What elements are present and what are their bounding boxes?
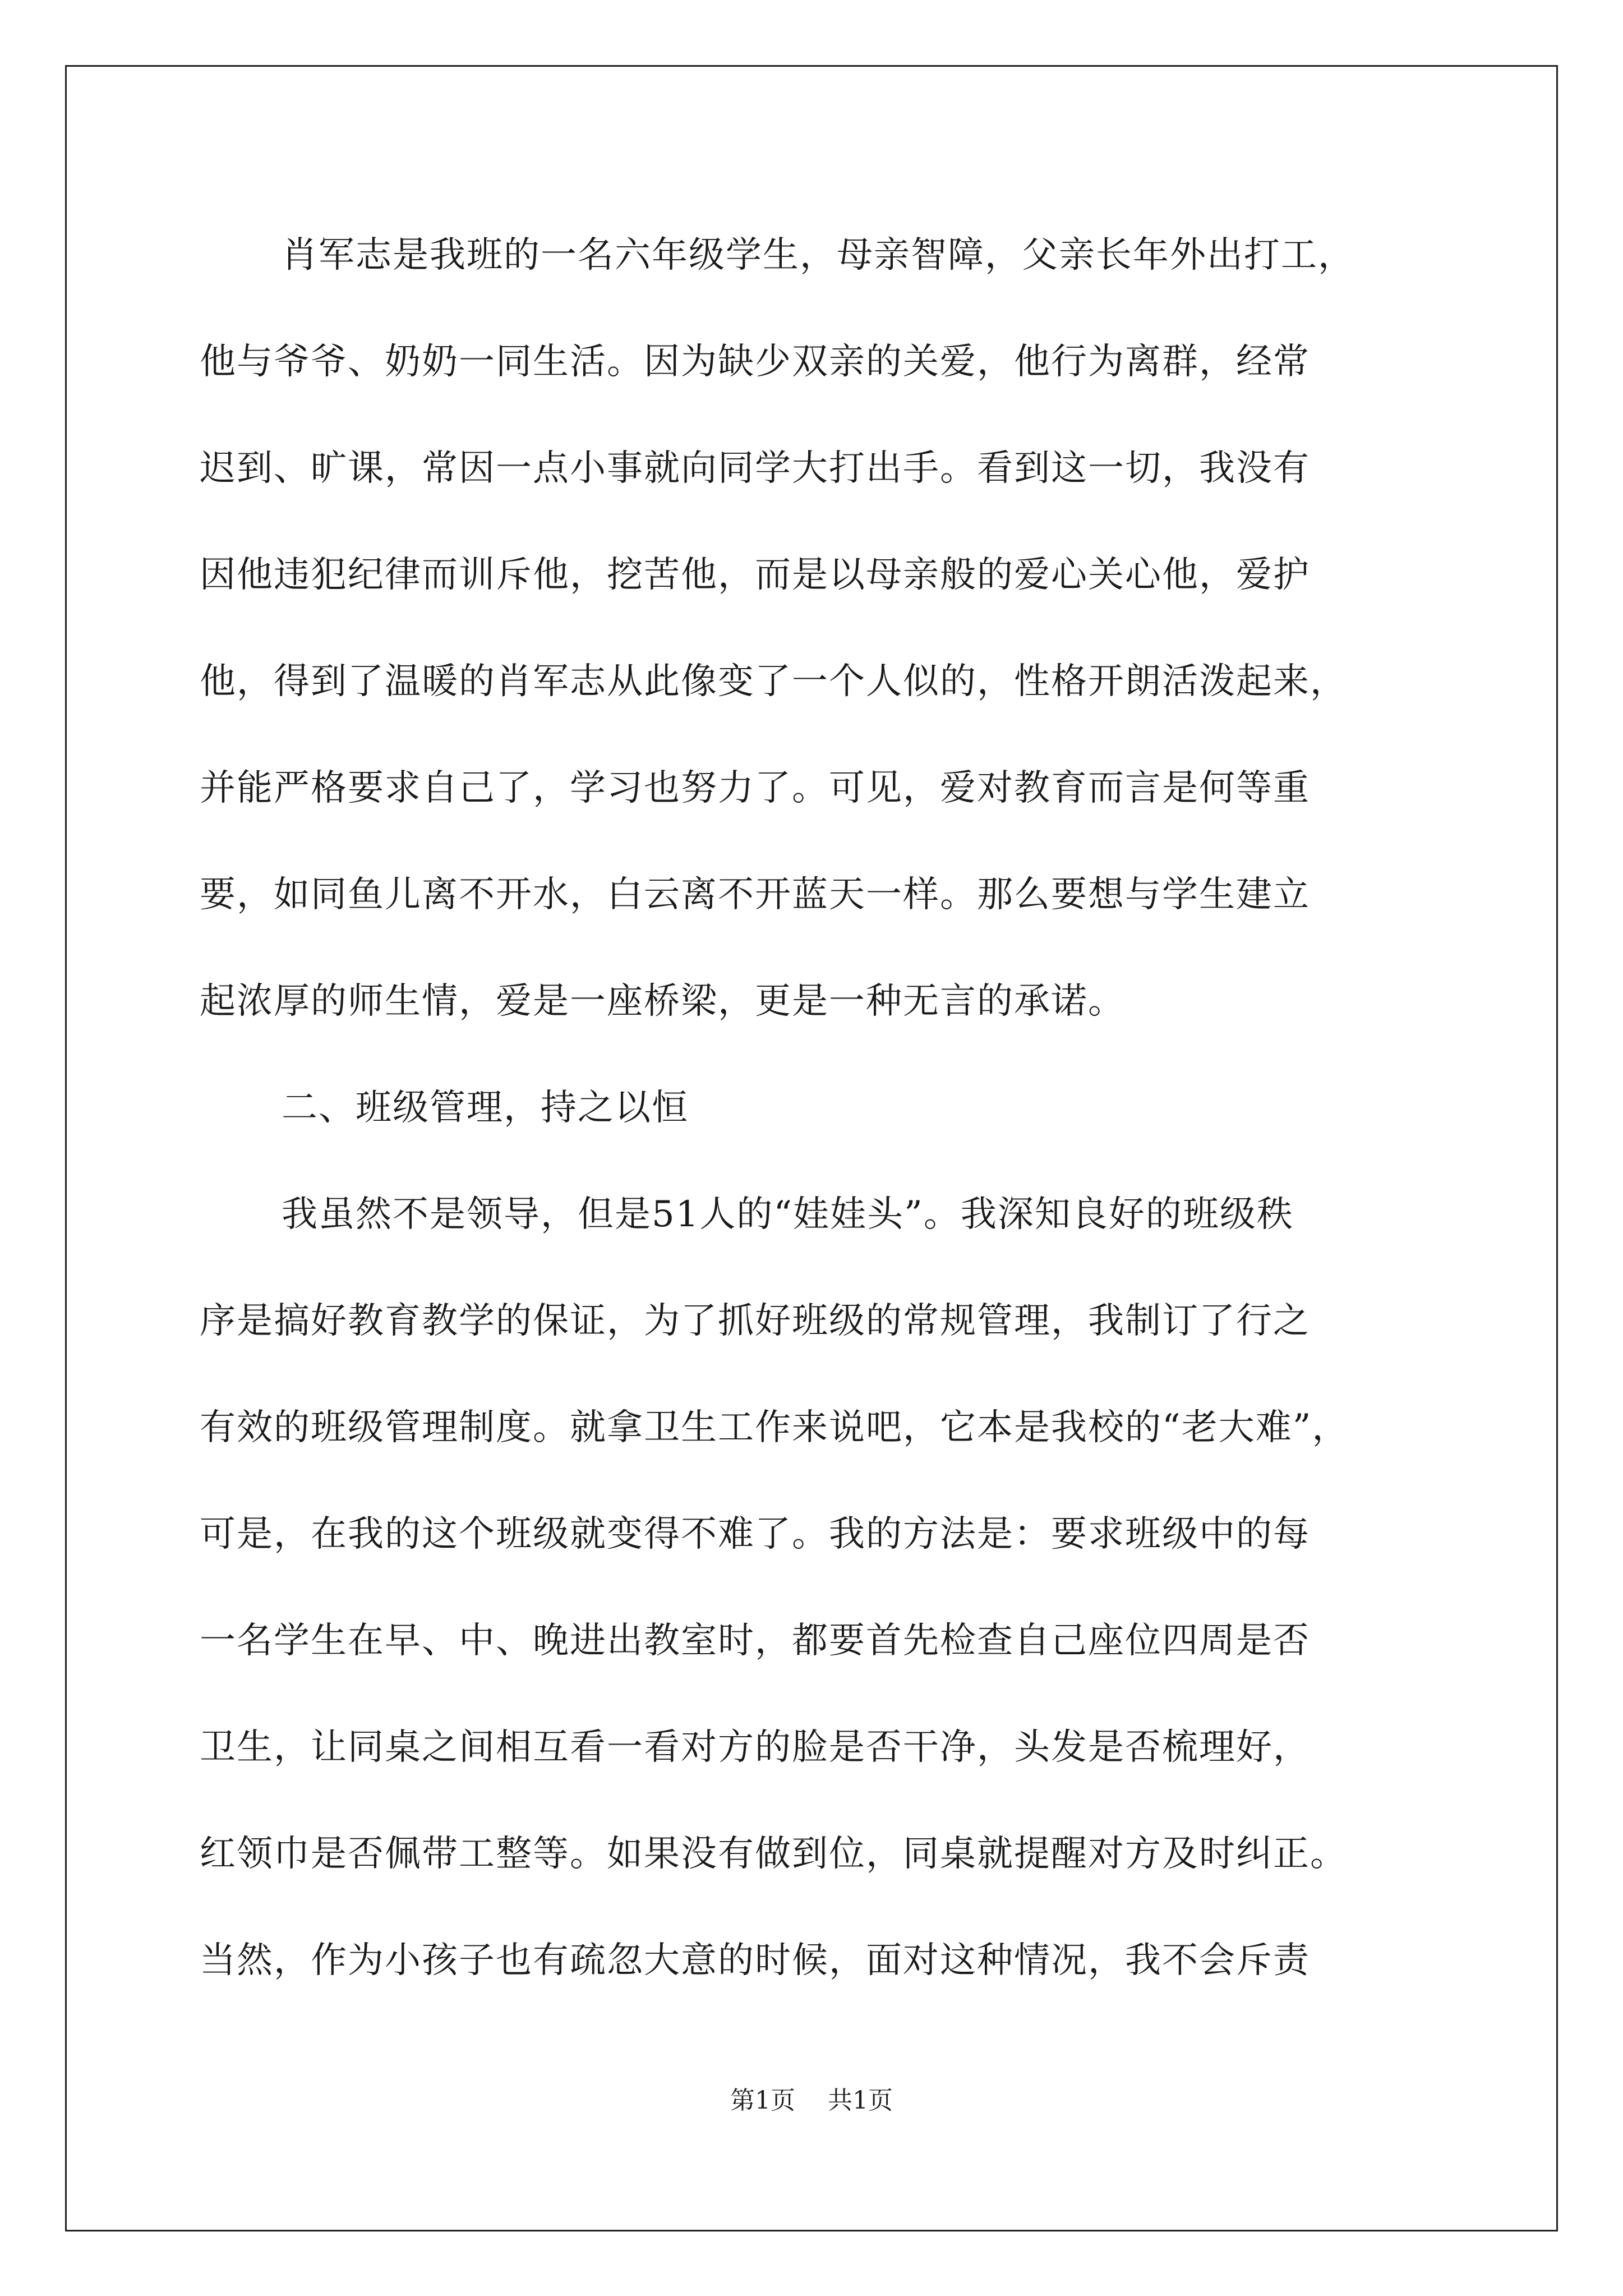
text-line: 因他违犯纪律而训斥他，挖苦他，而是以母亲般的爱心关心他，爱护 [200, 554, 1310, 596]
text-line: 起浓厚的师生情，爱是一座桥梁，更是一种无言的承诺。 [200, 981, 1125, 1022]
text-line: 可是，在我的这个班级就变得不难了。我的方法是：要求班级中的每 [200, 1513, 1310, 1555]
section-heading: 二、班级管理，持之以恒 [282, 1087, 689, 1129]
page-footer [0, 2084, 1623, 2118]
text-line: 迟到、旷课，常因一点小事就向同学大打出手。看到这一切，我没有 [200, 448, 1310, 489]
text-line: 一名学生在早、中、晚进出教室时，都要首先检查自己座位四周是否 [200, 1620, 1310, 1662]
text-line: 他与爷爷、奶奶一同生活。因为缺少双亲的关爱，他行为离群，经常 [200, 341, 1310, 383]
text-line: 肖军志是我班的一名六年级学生，母亲智障，父亲长年外出打工， [282, 234, 1355, 276]
page-number: 第1页 [730, 2086, 795, 2115]
text-line: 并能严格要求自己了，学习也努力了。可见，爱对教育而言是何等重 [200, 767, 1310, 809]
text-line: 要，如同鱼儿离不开水，白云离不开蓝天一样。那么要想与学生建立 [200, 874, 1310, 915]
text-line: 我虽然不是领导，但是51人的“娃娃头”。我深知良好的班级秩 [282, 1194, 1294, 1235]
page-total: 共1页 [828, 2086, 893, 2115]
text-line: 卫生，让同桌之间相互看一看对方的脸是否干净，头发是否梳理好， [200, 1727, 1310, 1768]
text-line: 他，得到了温暖的肖军志从此像变了一个人似的，性格开朗活泼起来， [200, 661, 1347, 702]
text-line: 红领巾是否佩带工整等。如果没有做到位，同桌就提醒对方及时纠正。 [200, 1833, 1347, 1875]
document-body [200, 202, 1433, 2014]
text-line: 当然，作为小孩子也有疏忽大意的时候，面对这种情况，我不会斥责 [200, 1940, 1310, 1981]
text-line: 有效的班级管理制度。就拿卫生工作来说吧，它本是我校的“老大难”， [200, 1407, 1349, 1448]
text-line: 序是搞好教育教学的保证，为了抓好班级的常规管理，我制订了行之 [200, 1300, 1310, 1342]
